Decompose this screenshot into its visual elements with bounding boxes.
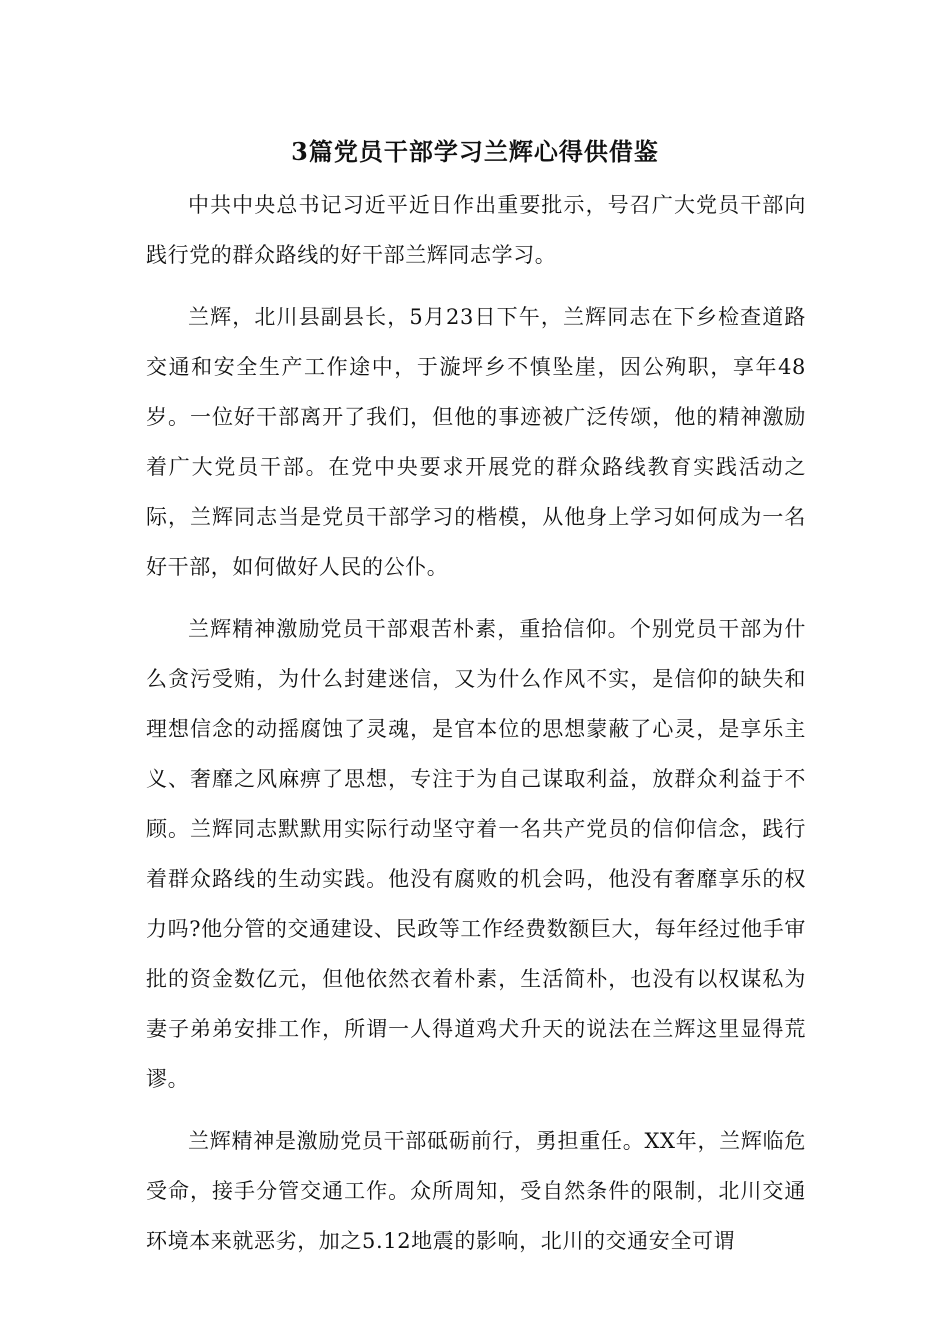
paragraph-3: 兰辉精神激励党员干部艰苦朴素，重拾信仰。个别党员干部为什么贪污受贿，为什么封建迷信，又为什么作风不实，是信仰的缺失和理想信念的动摇腐蚀了灵魂，是官本位的思想蒙蔽了心灵，是享乐主义、奢靡之风麻痹了思想，专注于为自己谋取利益，放群众利益于不顾。兰辉同志默默用实际行动坚守着一名共产党员的信仰信念，践行着群众路线的生动实践。他没有腐败的机会吗，他没有奢靡享乐的权力吗?他分管的交通建设、民政等工作经费数额巨大，每年经过他手审批的资金数亿元，但他依然衣着朴素，生活简朴，也没有以权谋私为妻子弟弟安排工作，所谓一人得道鸡犬升天的说法在兰辉这里显得荒谬。 [146,617,806,1091]
document-body [146,180,806,1278]
document-title: 3篇党员干部学习兰辉心得供借鉴 [291,137,659,166]
paragraph-4: 兰辉精神是激励党员干部砥砺前行，勇担重任。XX年，兰辉临危受命，接手分管交通工作。众所周知，受自然条件的限制，北川交通环境本来就恶劣，加之5.12地震的影响，北川的交通安全可谓 [146,1129,806,1253]
paragraph-1: 中共中央总书记习近平近日作出重要批示，号召广大党员干部向践行党的群众路线的好干部兰辉同志学习。 [146,193,806,267]
paragraph-2: 兰辉，北川县副县长，5月23日下午，兰辉同志在下乡检查道路交通和安全生产工作途中，于漩坪乡不慎坠崖，因公殉职，享年48岁。一位好干部离开了我们，但他的事迹被广泛传颂，他的精神激励着广大党员干部。在党中央要求开展党的群众路线教育实践活动之际，兰辉同志当是党员干部学习的楷模，从他身上学习如何成为一名好干部，如何做好人民的公仆。 [146,305,806,579]
